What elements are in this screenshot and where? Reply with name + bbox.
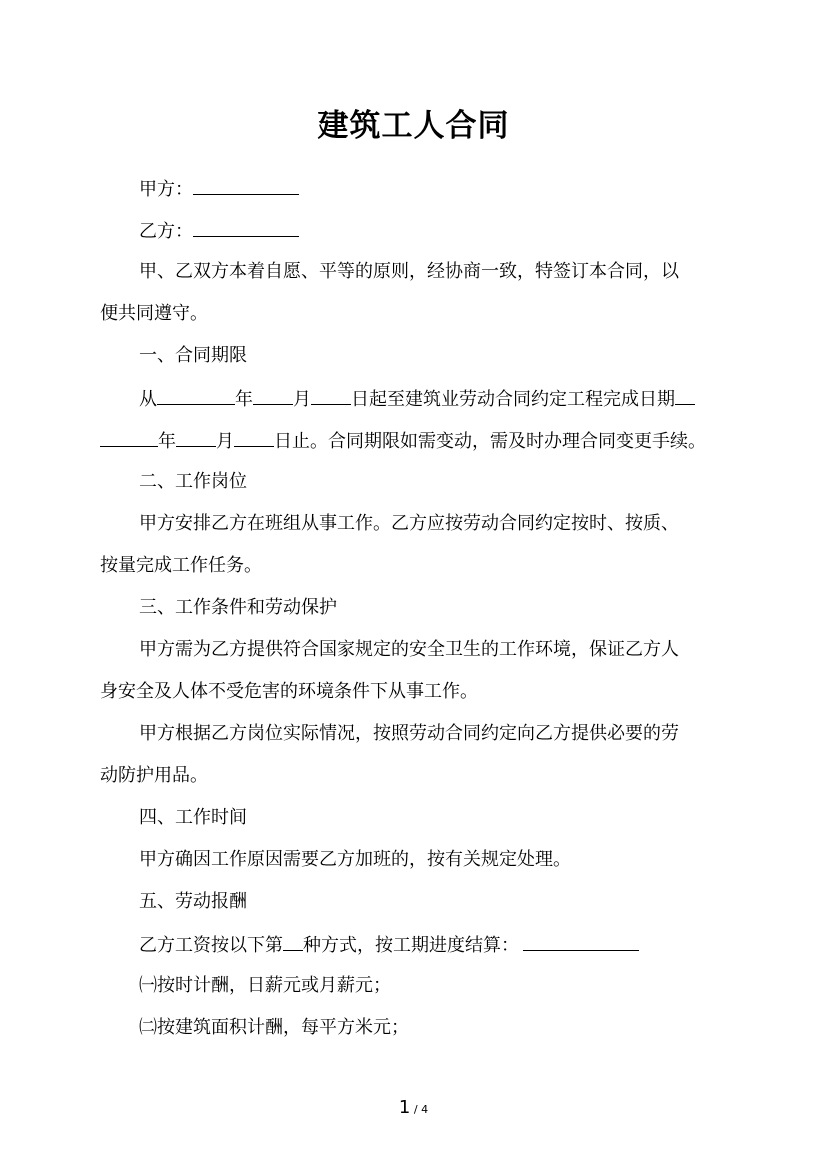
party-a-blank[interactable]	[193, 176, 299, 195]
section-1-line-1	[139, 386, 739, 412]
intro-line-2: 便共同遵守。	[100, 303, 208, 324]
start-year-blank[interactable]	[157, 386, 235, 405]
section-2-line-1: 甲方安排乙方在班组从事工作。乙方应按劳动合同约定按时、按质、	[139, 513, 679, 534]
section-5-item-2: ㈡按建筑面积计酬，每平方米元；	[139, 1017, 409, 1038]
term-middle-text: 日起至建筑业劳动合同约定工程完成日期	[351, 389, 675, 410]
start-month-blank[interactable]	[253, 386, 293, 405]
party-b-label: 乙方：	[139, 221, 193, 242]
party-a-line	[139, 176, 739, 202]
party-b-blank[interactable]	[193, 218, 299, 237]
settlement-blank[interactable]	[523, 932, 639, 951]
start-year-label: 年	[235, 389, 253, 410]
end-month-blank[interactable]	[176, 428, 216, 447]
pay-method-prefix: 乙方工资按以下第	[139, 935, 283, 956]
section-2-line-2: 按量完成工作任务。	[100, 555, 262, 576]
section-5-item-1: ㈠按时计酬，日薪元或月薪元；	[139, 975, 391, 996]
end-year-blank-part1[interactable]	[675, 386, 695, 405]
section-4-heading: 四、工作时间	[139, 807, 247, 828]
start-day-blank[interactable]	[311, 386, 351, 405]
end-year-label: 年	[158, 431, 176, 452]
term-end-text: 日止。合同期限如需变动，需及时办理合同变更手续。	[274, 431, 706, 452]
section-4-line-1: 甲方确因工作原因需要乙方加班的，按有关规定处理。	[139, 849, 571, 870]
end-day-blank[interactable]	[234, 428, 274, 447]
end-month-label: 月	[216, 431, 234, 452]
end-year-blank-part2[interactable]	[100, 428, 158, 447]
intro-line-1: 甲、乙双方本着自愿、平等的原则，经协商一致，特签订本合同，以	[139, 261, 679, 282]
document-title: 建筑工人合同	[317, 108, 510, 144]
page-total: / 4	[410, 1103, 429, 1116]
party-b-line	[139, 218, 739, 244]
section-1-line-2	[100, 428, 740, 454]
section-1-heading: 一、合同期限	[139, 345, 247, 366]
party-a-label: 甲方：	[139, 179, 193, 200]
section-3-heading: 三、工作条件和劳动保护	[139, 597, 337, 618]
page-number: 1	[398, 1097, 411, 1118]
section-3-p1-line-1: 甲方需为乙方提供符合国家规定的安全卫生的工作环境，保证乙方人	[139, 639, 679, 660]
page-footer	[0, 1096, 827, 1122]
section-5-heading: 五、劳动报酬	[139, 891, 247, 912]
section-2-heading: 二、工作岗位	[139, 471, 247, 492]
section-3-p1-line-2: 身安全及人体不受危害的环境条件下从事工作。	[100, 681, 478, 702]
term-from-label: 从	[139, 389, 157, 410]
pay-method-suffix: 种方式，按工期进度结算：	[303, 935, 519, 956]
section-3-p2-line-2: 动防护用品。	[100, 765, 208, 786]
start-month-label: 月	[293, 389, 311, 410]
pay-method-blank[interactable]	[283, 932, 303, 951]
section-5-line-1	[139, 932, 739, 958]
section-3-p2-line-1: 甲方根据乙方岗位实际情况，按照劳动合同约定向乙方提供必要的劳	[139, 723, 679, 744]
